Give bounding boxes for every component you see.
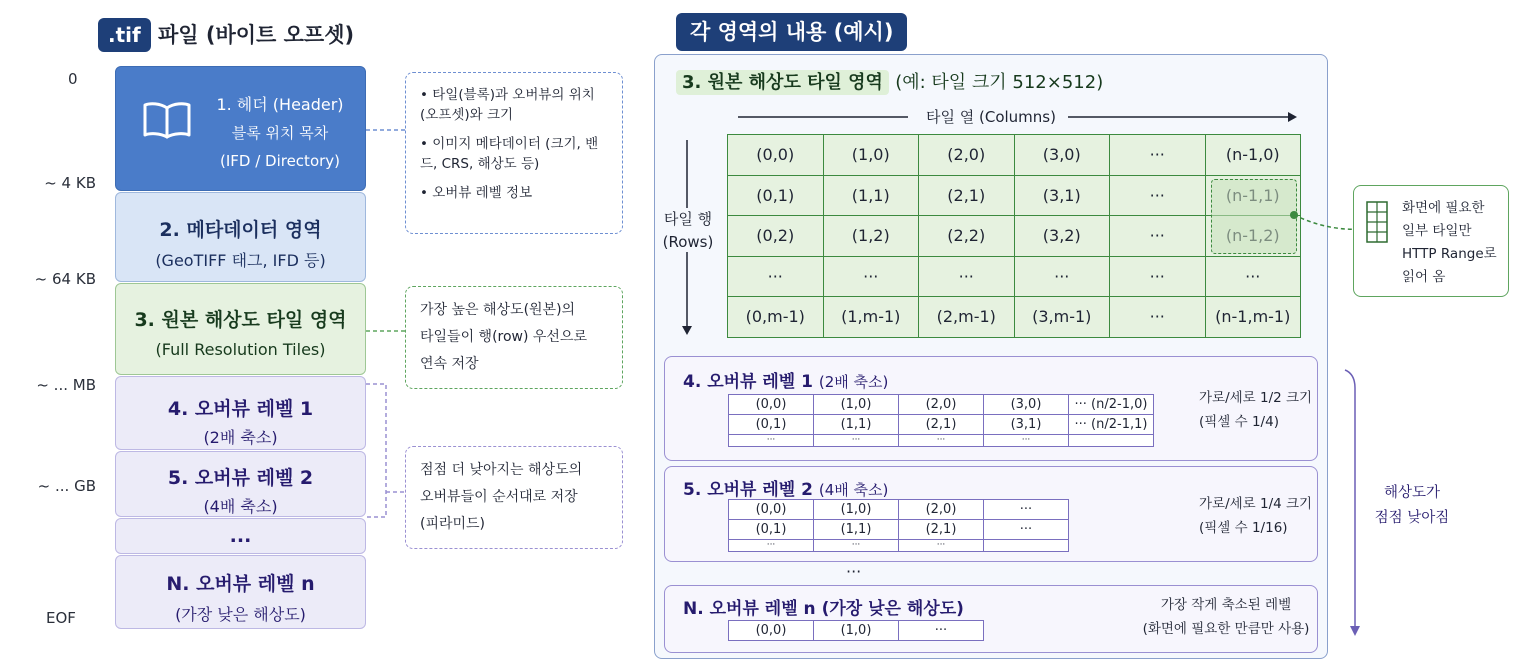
header-note: • 타일(블록)과 오버뷰의 위치(오프셋)와 크기 • 이미지 메타데이터 (크기, 밴드, CRS, 해상도 등) • 오버뷰 레벨 정보 [405,72,623,234]
overview-2-tile-cell: (0,0) [729,500,814,520]
main-tile-cell: ··· [919,256,1015,297]
overview-1-tile-row [729,395,1154,415]
main-tiles-title-text: 3. 원본 해상도 타일 영역 [676,70,889,95]
columns-label: 타일 열 (Columns) [926,108,1056,126]
main-tile-cell: (3,1) [1014,175,1110,216]
overview-n-tile-cell: ··· [899,621,984,641]
main-tile-cell: (1,m-1) [823,297,919,338]
overview-1-tile-cell: ··· [984,435,1069,447]
header-block-line1: 블록 위치 목차 [231,124,329,142]
overview-2-tile-cell: (1,0) [814,500,899,520]
overview-2-tile-cell: ··· [729,540,814,552]
overview-2-sub: (4배 축소) [818,481,889,499]
overview-n-note-line-1: 가장 작게 축소된 레벨 [1160,597,1292,613]
rows-label [656,208,720,254]
overview-1-tile-cell [1069,435,1154,447]
overview-2-block-title: 5. 오버뷰 레벨 2 [167,467,314,489]
main-tile-cell: ··· [1014,256,1110,297]
header-block-title: 1. 헤더 (Header) [216,95,344,114]
contents-title: 각 영역의 내용 (예시) [676,13,907,51]
overview-1-tile-cell: ··· [899,435,984,447]
overview-n-block-title: N. 오버뷰 레벨 n [166,573,315,595]
overview-n-panel [664,585,1318,653]
overview-1-tile-row [729,435,1154,447]
main-tile-row [728,256,1301,297]
main-tile-cell: ··· [1205,256,1301,297]
overview-n-title: N. 오버뷰 레벨 n (가장 낮은 해상도) [683,599,964,619]
main-tile-cell: ··· [1110,297,1206,338]
overview-1-tile-cell: (3,1) [984,415,1069,435]
overview-1-sub: (2배 축소) [818,373,889,391]
header-note-item-3: 오버뷰 레벨 정보 [432,185,533,201]
main-tile-row [728,297,1301,338]
overview-2-note-line-1: 가로/세로 1/4 크기 [1199,496,1313,512]
main-tile-cell: (2,1) [919,175,1015,216]
overview-n-tile-row [729,621,984,641]
overview-2-note-line-2: (픽셀 수 1/16) [1199,520,1288,536]
tiles-note-line-2: 타일들이 행(row) 우선으로 [420,329,588,345]
overview-n-tile-cell: (0,0) [729,621,814,641]
header-note-item-2: 이미지 메타데이터 (크기, 밴드, CRS, 해상도 등) [420,136,599,172]
overview-2-block-sub: (4배 축소) [203,497,278,516]
overview-2-tile-cell: ··· [984,520,1069,540]
callout-line-2: 일부 타일만 [1402,223,1472,239]
main-tile-cell: ··· [1110,135,1206,176]
main-tile-cell: ··· [728,256,824,297]
tile-grid-icon [1366,201,1388,243]
overview-2-tile-cell: (0,1) [729,520,814,540]
main-tile-cell: (3,0) [1014,135,1110,176]
between-ellipsis: ··· [846,562,862,581]
requested-tiles-highlight [1211,179,1297,254]
overview-2-tile-cell: (2,1) [899,520,984,540]
callout-line-4: 읽어 옴 [1402,269,1446,285]
overview-2-title: 5. 오버뷰 레벨 2 [683,480,813,500]
offset-gb: ~ ... GB [37,477,96,495]
overview-1-tile-cell: (0,0) [729,395,814,415]
main-tile-cell: (0,1) [728,175,824,216]
file-layout-title: 파일 (바이트 오프셋) [158,23,355,47]
offset-mb: ~ ... MB [36,376,96,394]
callout-line-1: 화면에 필요한 [1402,200,1485,216]
main-tile-cell: (2,m-1) [919,297,1015,338]
overview-2-tile-cell: ··· [814,540,899,552]
main-tile-cell: (2,0) [919,135,1015,176]
main-tiles-example: (예: 타일 크기 512×512) [895,72,1104,93]
overview-1-tile-cell: (3,0) [984,395,1069,415]
overview-1-note-line-1: 가로/세로 1/2 크기 [1199,390,1313,406]
overview-2-tile-row [729,500,1069,520]
main-tile-cell: (1,0) [823,135,919,176]
overview-1-note-line-2: (픽셀 수 1/4) [1199,414,1279,430]
main-tile-cell: (1,2) [823,216,919,257]
main-tile-cell: (3,2) [1014,216,1110,257]
overviews-note [405,446,623,549]
main-tile-cell: (2,2) [919,216,1015,257]
overview-1-tile-cell: ··· (n/2-1,0) [1069,395,1154,415]
overview-1-tile-cell: (1,0) [814,395,899,415]
metadata-block-title: 2. 메타데이터 영역 [159,219,322,241]
full-res-tiles-block-sub: (Full Resolution Tiles) [155,340,326,359]
full-res-tiles-block-title: 3. 원본 해상도 타일 영역 [134,309,347,331]
main-tile-cell: (0,0) [728,135,824,176]
rows-label-line-2: (Rows) [662,233,714,251]
range-read-callout [1353,185,1509,297]
overview-2-tile-cell: (1,1) [814,520,899,540]
main-tile-row [728,135,1301,176]
overview-1-tile-cell: (2,0) [899,395,984,415]
offset-4kb: ~ 4 KB [44,174,96,192]
tif-badge: .tif [98,18,151,52]
main-tile-cell: ··· [1110,256,1206,297]
overviews-note-line-2: 오버뷰들이 순서대로 저장 [420,489,578,505]
offset-eof: EOF [46,609,76,627]
main-tile-cell: (n-1,m-1) [1205,297,1301,338]
overview-2-tile-row [729,540,1069,552]
overview-1-panel [664,356,1318,461]
rows-label-line-1: 타일 행 [663,210,713,228]
overview-1-grid [728,394,1154,447]
overview-2-tile-row [729,520,1069,540]
resolution-label-line-2: 점점 낮아짐 [1374,510,1450,526]
overview-2-tile-cell: ··· [899,540,984,552]
main-tile-cell: ··· [823,256,919,297]
overview-n-tile-cell: (1,0) [814,621,899,641]
main-tile-cell: (0,m-1) [728,297,824,338]
main-tile-cell: ··· [1110,216,1206,257]
overviews-note-line-3: (피라미드) [420,516,486,532]
overview-1-block-title: 4. 오버뷰 레벨 1 [167,398,314,420]
overview-1-tile-cell: ··· [729,435,814,447]
offset-0: 0 [68,70,78,88]
overview-1-tile-cell: (2,1) [899,415,984,435]
main-tiles-title [676,68,1103,94]
main-tile-cell: (3,m-1) [1014,297,1110,338]
overview-2-tile-cell [984,540,1069,552]
overview-1-tile-cell: ··· (n/2-1,1) [1069,415,1154,435]
header-note-item-1: 타일(블록)과 오버뷰의 위치(오프셋)와 크기 [420,87,595,123]
overviews-note-line-1: 점점 더 낮아지는 해상도의 [420,462,583,478]
main-tile-cell: (1,1) [823,175,919,216]
metadata-block-sub: (GeoTIFF 태그, IFD 등) [155,251,326,270]
overview-2-grid [728,499,1069,552]
resolution-decreasing-label [1360,481,1464,531]
overview-1-block-sub: (2배 축소) [203,428,278,447]
overview-1-tile-cell: (1,1) [814,415,899,435]
overview-n-block-sub: (가장 낮은 해상도) [175,605,306,624]
main-tile-cell: ··· [1110,175,1206,216]
overview-n-note-line-2: (화면에 필요한 만큼만 사용) [1142,621,1310,637]
resolution-label-line-1: 해상도가 [1383,485,1441,501]
overview-1-tile-row [729,415,1154,435]
overview-2-tile-cell: ··· [984,500,1069,520]
overview-1-tile-cell: ··· [814,435,899,447]
overview-n-grid [728,620,984,641]
tiles-note [405,286,623,389]
offset-64kb: ~ 64 KB [34,270,96,288]
overview-2-tile-cell: (2,0) [899,500,984,520]
callout-line-3: HTTP Range로 [1402,246,1497,262]
tiles-note-line-3: 연속 저장 [420,356,479,372]
header-block-line2: (IFD / Directory) [219,152,341,170]
tiles-note-line-1: 가장 높은 해상도(원본)의 [420,302,576,318]
main-tile-cell: (0,2) [728,216,824,257]
overview-2-panel [664,466,1318,562]
main-tile-cell: (n-1,0) [1205,135,1301,176]
ellipsis-block-title: ... [229,525,252,547]
overview-1-title: 4. 오버뷰 레벨 1 [683,372,813,392]
overview-1-tile-cell: (0,1) [729,415,814,435]
